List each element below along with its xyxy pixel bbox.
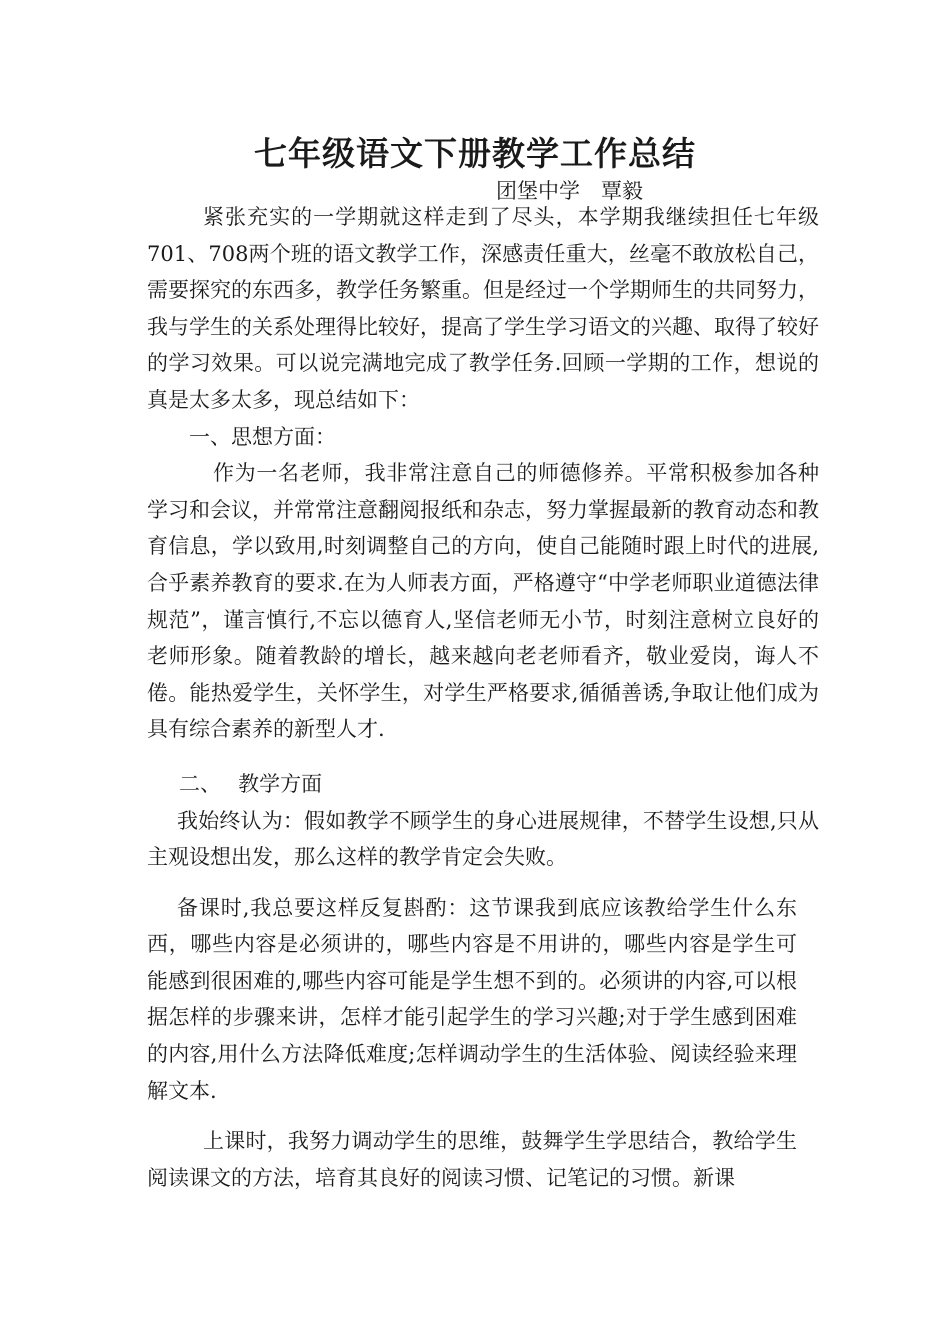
section-heading-ideology: 一、思想方面： — [189, 424, 336, 449]
paragraph-ideology: 作为一名老师，我非常注意自己的师德修养。平常积极参加各种学习和会议，并常常注意翻阅报纸和杂志，努力掌握最新的教育动态和教育信息，学以致用,时刻调整自己的方向，使自己能随时跟上时代的进展,合乎素养教育的要求.在为人师表方面，严格遵守“中学老师职业道德法律规范”，谨言慎行,不忘以德育人,坚信老师无小节，时刻注意树立良好的老师形象。随着教龄的增长，越来越向老老师看齐，敬业爱岗，诲人不倦。能热爱学生，关怀学生，对学生严格要求,循循善诱,争取让他们成为具有综合素养的新型人才. — [147, 461, 819, 742]
paragraph-teaching-3: 上课时，我努力调动学生的思维，鼓舞学生学思结合，教给学生阅读课文的方法，培育其良好的阅读习惯、记笔记的习惯。新课 — [147, 1129, 797, 1190]
paragraph-teaching-1: 我始终认为：假如教学不顾学生的身心进展规律，不替学生设想,只从主观设想出发，那么这样的教学肯定会失败。 — [147, 808, 819, 870]
document-title: 七年级语文下册教学工作总结 — [254, 134, 696, 173]
paragraph-intro: 紧张充实的一学期就这样走到了尽头，本学期我继续担任七年级701、708两个班的语文教学工作，深感责任重大，丝毫不敢放松自己，需要探究的东西多，教学任务繁重。但是经过一个学期师生的共同努力，我与学生的关系处理得比较好，提高了学生学习语文的兴趣、取得了较好的学习效果。可以说完满地完成了教学任务.回顾一学期的工作，想说的真是太多太多，现总结如下： — [147, 205, 819, 412]
paragraph-teaching-2: 备课时,我总要这样反复斟酌：这节课我到底应该教给学生什么东西，哪些内容是必须讲的，哪些内容是不用讲的，哪些内容是学生可能感到很困难的,哪些内容可能是学生想不到的。必须讲的内容,可以根据怎样的步骤来讲，怎样才能引起学生的学习兴趣;对于学生感到困难的内容,用什么方法降低难度;怎样调动学生的生活体验、阅读经验来理解文本. — [147, 895, 797, 1103]
section-heading-teaching: 二、 教学方面 — [179, 771, 323, 796]
author-byline: 团堡中学 覃毅 — [496, 179, 643, 203]
document-body — [147, 199, 819, 1196]
